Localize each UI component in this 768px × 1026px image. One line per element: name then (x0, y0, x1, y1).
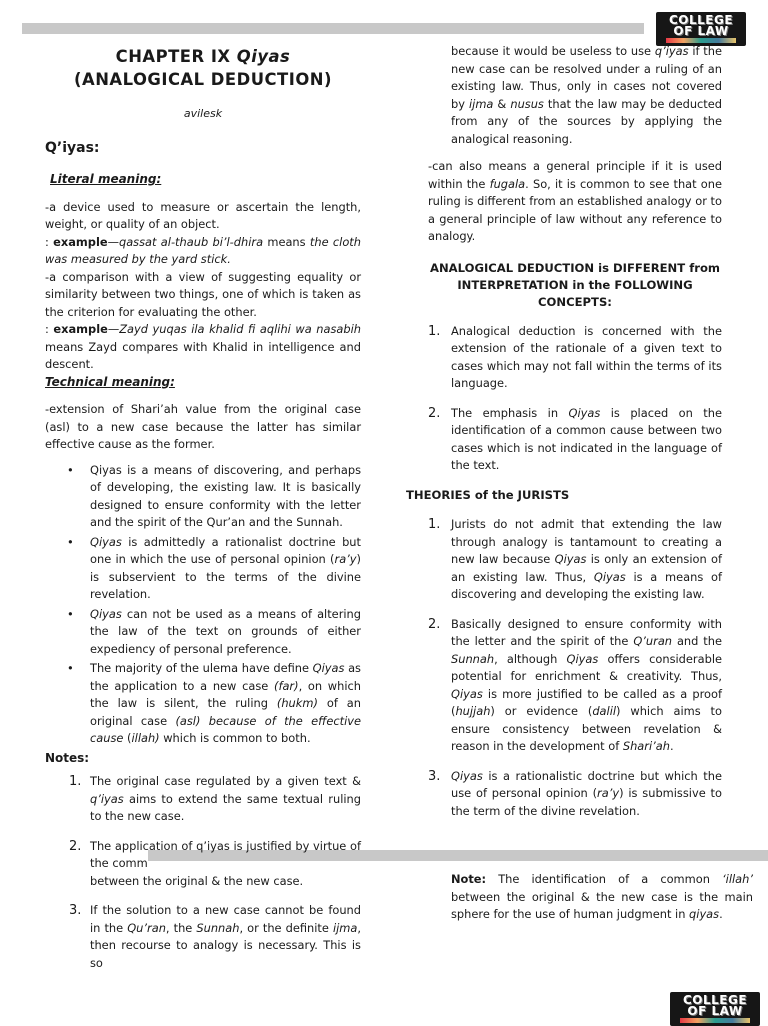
left-column (45, 43, 361, 984)
literal-meaning-heading: Literal meaning: (50, 172, 162, 186)
right-column (406, 43, 723, 832)
page-title: CHAPTER IX Qiyas (ANALOGICAL DEDUCTION) (74, 47, 332, 89)
continued-paragraph: because it would be useless to use q’iyas if the new case can be resolved under a ruling of an existing law. Thus, only in cases not covered by ijma & nusus that the law may be deducted from any of the sources by applying the analogical reasoning. (451, 44, 723, 146)
difference-list (428, 323, 722, 475)
example-1: : example—qassat al-thaub bi’l-dhira means the cloth was measured by the yard stick. (45, 234, 361, 266)
list-item: 1. Jurists do not admit that extending the law through analogy is tantamount to creating a new law because Qiyas is only an extension of an existing law. Thus, Qiyas is a means of discovering and developing the existing law. (428, 517, 722, 601)
difference-heading: ANALOGICAL DEDUCTION is DIFFERENT from INTERPRETATION in the FOLLOWING CONCEPTS: (429, 260, 721, 309)
literal-paragraph-1: -a device used to measure or ascertain the length, weight, or quality of an object. (45, 199, 361, 231)
technical-paragraph: -extension of Shari’ah value from the original case (asl) to a new case because the latter has similar effective cause as the former. (45, 402, 361, 451)
list-item: 2. The emphasis in Qiyas is placed on the identification of a common cause between two cases which is not indicated in the language of the text. (428, 405, 723, 472)
section-heading-qiyas: Q’iyas: (45, 139, 100, 156)
list-item: 1. Analogical deduction is concerned with the extension of the rationale of a given text to cases which may not fall within the terms of its language. (428, 323, 722, 390)
author: avilesk (183, 107, 223, 120)
theories-list (428, 516, 722, 820)
qiyas-bullet-list (45, 462, 361, 748)
list-item: • Qiyas can not be used as a means of altering the law of the text on grounds of either expediency of personal preference. (90, 606, 361, 659)
list-item: • Qiyas is admittedly a rationalist doctrine but one in which the use of personal opinion (ra’y) is subservient to the terms of the divine revelation. (90, 534, 361, 604)
list-item: 3. Qiyas is a rationalistic doctrine but which the use of personal opinion (ra’y) is submissive to the term of the divine revelation. (428, 768, 722, 818)
notes-heading: Notes: (45, 750, 90, 765)
theories-heading: THEORIES of the JURISTS (406, 487, 570, 502)
header-bar (22, 23, 644, 34)
general-principle-paragraph: -can also means a general principle if it is used within the fugala. So, it is common to see that one ruling is different from an established analogy or to a general principle of law without any reference to analogy. (428, 159, 722, 243)
notes-list (45, 773, 361, 972)
illah-note: Note: The identification of a common ‘illah’ between the original & the new case is the main sphere for the use of human judgment in qiyas. (451, 872, 753, 921)
list-item: 3. If the solution to a new case cannot be found in the Qu’ran, the Sunnah, or the definite ijma, then recourse to analogy is necessary. This is so (69, 903, 361, 970)
literal-paragraph-2: -a comparison with a view of suggesting equality or similarity between two things, one of which is taken as the criterion for evaluating the other. (45, 269, 361, 319)
list-item: 1. The original case regulated by a given text & q’iyas aims to extend the same textual ruling to the new case. (69, 774, 361, 823)
example-2: : example—Zayd yuqas ila khalid fi aqlihi wa nasabih means Zayd compares with Khalid in intelligence and descent. (45, 322, 361, 371)
list-item: • The majority of the ulema have define Qiyas as the application to a new case (far), on which the law is silent, the ruling (hukm) of an original case (asl) because of the effective cause (illah) which is common to both. (90, 660, 361, 748)
college-of-law-logo-footer: COLLEGE OF LAW (670, 992, 760, 1026)
logo-stripe (680, 1018, 750, 1023)
list-item: 2. Basically designed to ensure conformity with the letter and the spirit of the Q’uran and the Sunnah, although Qiyas offers considerable potential for enrichment & creativity. Thus, Qiyas is more justified to be called as a proof (hujjah) or evidence (dalil) which aims to ensure consistency between revelation & reason in the development of Shari’ah. (428, 616, 722, 753)
college-of-law-logo: COLLEGE OF LAW (656, 12, 746, 46)
list-item: • Qiyas is a means of discovering, and perhaps of developing, the existing law. It is basically designed to ensure conformity with the letter and the spirit of the Qur’an and the Sunnah. (90, 462, 361, 532)
list-item: 2. The application of q’iyas is justified by virtue of the comm between the original & the new case. (69, 838, 361, 888)
technical-meaning-heading: Technical meaning: (45, 374, 175, 389)
